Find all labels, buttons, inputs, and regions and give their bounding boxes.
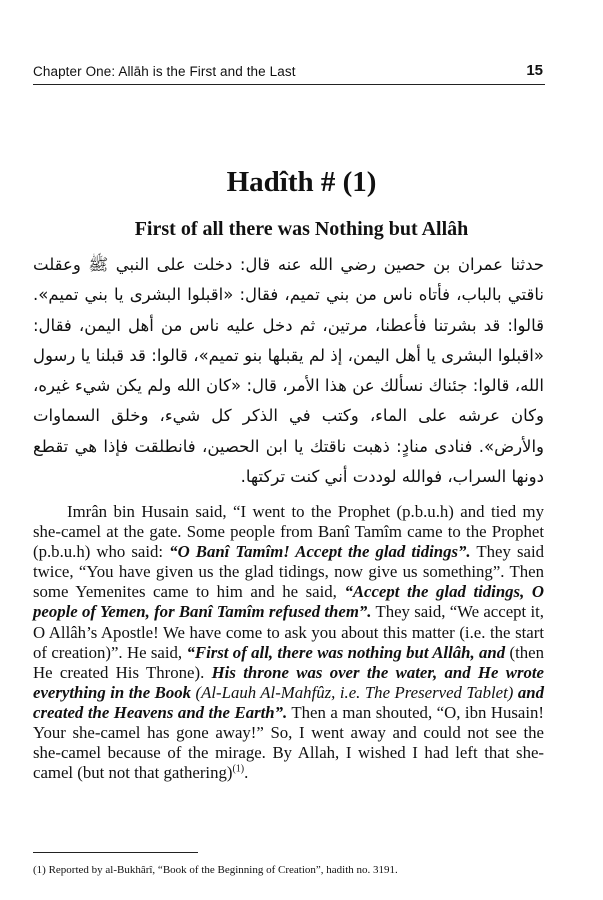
chapter-title: Chapter One: Allāh is the First and the Last (33, 64, 296, 79)
prophet-quote: “Accept the glad tidings, O people of Yemen, for Banî Tamîm refused them”. (33, 582, 544, 622)
translation-paragraph (33, 502, 544, 783)
translation-text: . (244, 763, 249, 783)
translation-text: They said, “We accept it, O Allâh’s Apostle! We have come to ask you about this matter (i.e. the start of creation)”. He said, (33, 602, 545, 662)
running-header (33, 62, 545, 85)
prophet-quote: “First of all, there was nothing but Allâh, and (186, 642, 506, 662)
prophet-quote: “O Banî Tamîm! Accept the glad tidings”. (169, 542, 471, 562)
page-number: 15 (526, 62, 543, 79)
hadith-subtitle: First of all there was Nothing but Allâh (134, 218, 469, 240)
prophet-quote: and created the Heavens and the Earth”. (33, 682, 544, 722)
translation-text: Then a man shouted, “O, ibn Husain! Your she-camel has gone away!” So, I went away and could not see the she-camel because of the mirage. By Allah, I wished I had left that she-camel (but not that gathering) (33, 702, 544, 783)
translation-text: Imrân bin Husain said, “I went to the Prophet (p.b.u.h) and tied my she-camel at the gate. Some people from Banî Tamîm came to the Prophet (p.b.u.h) who said: (33, 502, 544, 562)
prophet-quote: His throne was over the water, and He wrote everything in the Book (33, 662, 544, 702)
hadith-title: Hadîth # (1) (226, 166, 377, 198)
translation-text: (then He created His Throne). (33, 642, 544, 682)
footnote-divider (33, 852, 198, 853)
footnote: (1) Reported by al-Bukhârî, “Book of the Beginning of Creation”, hadith no. 3191. (33, 864, 398, 876)
footnote-ref: (1) (232, 763, 245, 775)
arabic-hadith-text: حدثنا عمران بن حصين رضي الله عنه قال: دخلت على النبي ﷺ وعقلت ناقتي بالباب، فأتاه ناس من بني تميم، فقال: «اقبلوا البشرى يا بني تميم». قالوا: قد بشرتنا فأعطنا، مرتين، ثم دخل عليه ناس من أهل اليمن، فقال: «اقبلوا البشرى يا أهل اليمن، إذ لم يقبلها بنو تميم»، قالوا: قد قبلنا يا رسول الله، قالوا: جئناك نسألك عن هذا الأمر، قال: «كان الله ولم يكن شيء غيره، وكان عرشه على الماء، وكتب في الذكر كل شيء، وخلق السماوات والأرض». فنادى منادٍ: ذهبت ناقتك يا ابن الحصين، فانطلقت فإذا هي تقطع دونها السراب، فوالله لوددت أني كنت تركتها. (33, 255, 544, 487)
translation-text: They said twice, “You have given us the glad tidings, now give us something”. Then some Yemenites came to him and he said, (33, 542, 544, 602)
translator-note: (Al-Lauh Al-Mahfûz, i.e. The Preserved Tablet) (195, 682, 514, 702)
english-translation (33, 502, 544, 783)
